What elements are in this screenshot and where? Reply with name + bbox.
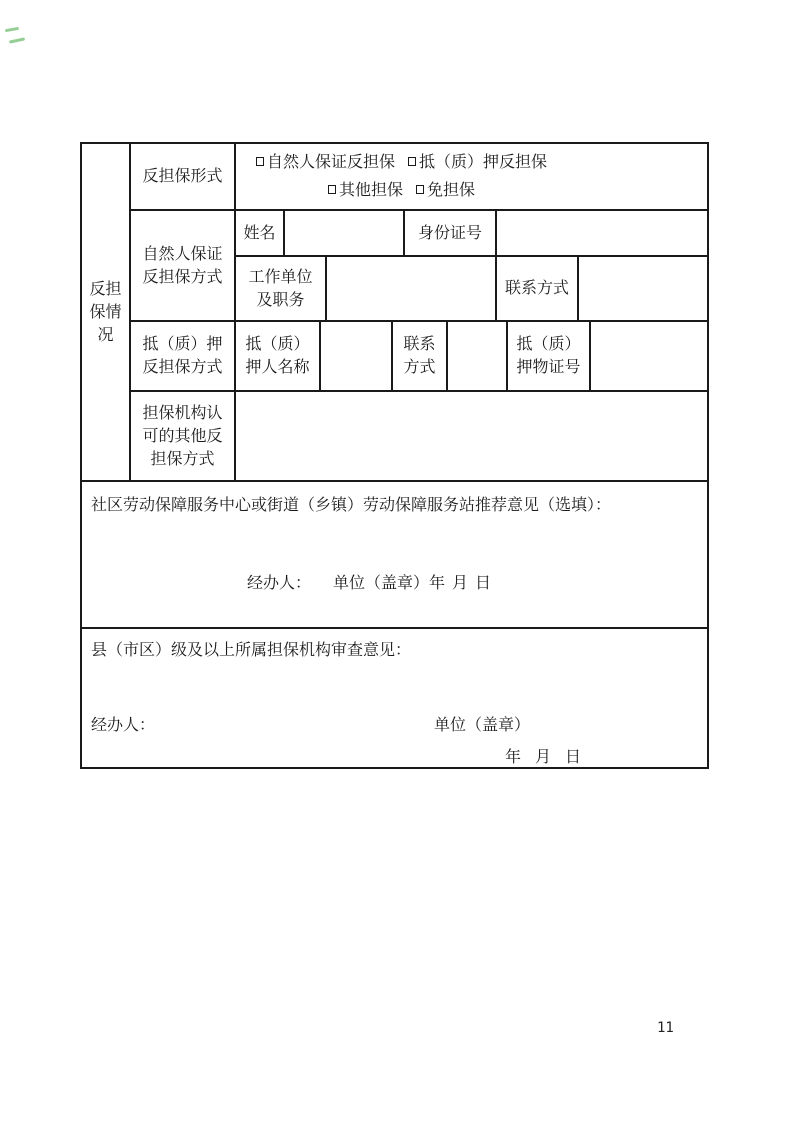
contact-label-cell bbox=[497, 257, 579, 320]
row-label-column bbox=[131, 144, 236, 480]
label-pledge-guarantee bbox=[131, 322, 234, 392]
content-column bbox=[236, 144, 707, 480]
options-line-1 bbox=[256, 151, 547, 174]
id-number-value-cell bbox=[497, 211, 707, 255]
pledge-contact-label-cell bbox=[393, 322, 448, 390]
pledgor-name-value-cell bbox=[321, 322, 393, 390]
pen-mark bbox=[5, 27, 19, 32]
label-text: 自然人保证 bbox=[142, 245, 223, 263]
option-other bbox=[328, 179, 403, 202]
option-exempt bbox=[416, 179, 475, 202]
pledge-cert-value-cell bbox=[591, 322, 707, 390]
county-review-section bbox=[82, 627, 707, 767]
page-number: 11 bbox=[657, 1020, 674, 1036]
county-section-title: 县（市区）级及以上所属担保机构审查意见： bbox=[91, 642, 412, 659]
label-text: 姓名 bbox=[243, 224, 276, 242]
community-section-title: 社区劳动保障服务中心或街道（乡镇）劳动保障服务站推荐意见（选填）： bbox=[91, 497, 612, 514]
label-text: 工作单位 bbox=[248, 268, 313, 286]
option-label: 自然人保证反担保 bbox=[266, 154, 395, 171]
label-text: 及职务 bbox=[256, 291, 305, 309]
work-unit-value-cell bbox=[327, 257, 497, 320]
counter-guarantee-section bbox=[82, 144, 707, 480]
unit-seal-date: 单位（盖章）年 月 日 bbox=[333, 575, 492, 592]
contact-value-cell bbox=[579, 257, 707, 320]
pen-mark bbox=[9, 37, 25, 43]
label-text: 反担保形式 bbox=[142, 168, 223, 185]
pledgor-name-label-cell bbox=[236, 322, 321, 390]
sidebar-line: 况 bbox=[97, 326, 114, 344]
sidebar-line: 保情 bbox=[89, 303, 122, 321]
sidebar-line: 反担 bbox=[89, 280, 122, 298]
operator-label: 经办人： bbox=[247, 575, 312, 592]
option-natural-person bbox=[256, 151, 395, 174]
label-text: 抵（质） bbox=[245, 336, 310, 353]
work-unit-label-cell bbox=[236, 257, 327, 320]
county-operator-label: 经办人： bbox=[91, 717, 156, 734]
pledge-detail-row bbox=[236, 322, 707, 392]
label-text: 反担保方式 bbox=[142, 268, 223, 286]
work-contact-row bbox=[236, 257, 707, 322]
label-text: 押人名称 bbox=[245, 359, 310, 376]
option-label: 抵（质）押反担保 bbox=[419, 154, 548, 171]
other-guarantee-row bbox=[236, 392, 707, 480]
label-natural-person-guarantee bbox=[131, 211, 234, 322]
label-text: 担保机构认 bbox=[142, 404, 223, 422]
label-text: 身份证号 bbox=[417, 224, 482, 242]
label-text: 担保方式 bbox=[150, 450, 215, 468]
label-text: 反担保方式 bbox=[142, 359, 223, 376]
checkbox-icon bbox=[256, 157, 264, 166]
sidebar-label-counter-guarantee-status bbox=[82, 144, 131, 480]
label-text: 抵（质） bbox=[516, 336, 581, 353]
name-value-cell bbox=[285, 211, 405, 255]
checkbox-icon bbox=[408, 157, 416, 166]
other-guarantee-value-cell bbox=[236, 392, 707, 480]
county-date: 年 月 日 bbox=[505, 749, 582, 766]
county-unit-seal: 单位（盖章） bbox=[434, 717, 531, 734]
option-label: 免担保 bbox=[427, 182, 476, 199]
label-guarantee-form bbox=[131, 144, 234, 211]
guarantee-form-options-row bbox=[236, 144, 707, 211]
label-text: 抵（质）押 bbox=[142, 336, 223, 353]
name-id-row bbox=[236, 211, 707, 257]
option-pledge bbox=[408, 151, 547, 174]
label-text: 联系方式 bbox=[504, 280, 569, 297]
pledge-cert-label-cell bbox=[508, 322, 591, 390]
community-operator-line bbox=[247, 572, 491, 595]
community-recommendation-section bbox=[82, 480, 707, 627]
counter-guarantee-table bbox=[80, 142, 709, 769]
pledge-contact-value-cell bbox=[448, 322, 508, 390]
checkbox-icon bbox=[328, 185, 336, 194]
options-line-2 bbox=[328, 179, 475, 202]
label-text: 联系 bbox=[403, 336, 436, 353]
label-text: 押物证号 bbox=[516, 359, 581, 376]
label-text: 可的其他反 bbox=[142, 427, 223, 445]
option-label: 其他担保 bbox=[338, 182, 403, 199]
id-number-label-cell bbox=[405, 211, 497, 255]
label-text: 方式 bbox=[403, 359, 436, 376]
name-label-cell bbox=[236, 211, 285, 255]
label-other-guarantee bbox=[131, 392, 234, 480]
checkbox-icon bbox=[416, 185, 424, 194]
